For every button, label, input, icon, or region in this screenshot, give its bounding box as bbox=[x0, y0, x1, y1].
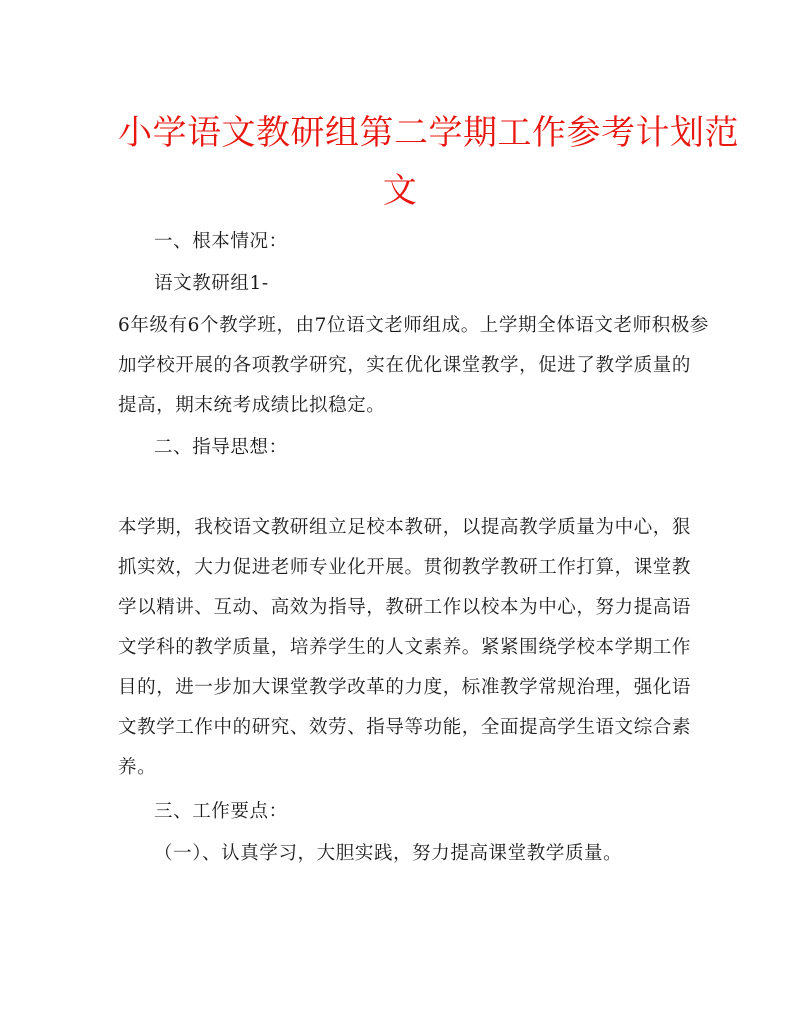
subsection-heading: （一）、认真学习，大胆实践，努力提高课堂教学质量。 bbox=[154, 843, 623, 864]
paragraph-line: 目的，进一步加大课堂教学改革的力度，标准教学常规治理，强化语 bbox=[118, 677, 692, 698]
document-title-line-1: 小学语文教研组第二学期工作参考计划范 bbox=[118, 113, 739, 153]
paragraph-line: 学以精讲、互动、高效为指导，教研工作以校本为中心，努力提高语 bbox=[118, 597, 692, 618]
section-heading-work-points: 三、工作要点： bbox=[154, 801, 288, 822]
paragraph-line: 养。 bbox=[118, 757, 157, 778]
document-title-line-2: 文 bbox=[382, 171, 418, 211]
section-heading-guiding-ideology: 二、指导思想： bbox=[154, 437, 288, 458]
paragraph-line: 6年级有6个教学班，由7位语文老师组成。上学期全体语文老师积极参 bbox=[118, 315, 710, 336]
paragraph-line: 提高，期末统考成绩比拟稳定。 bbox=[118, 395, 386, 416]
document-title bbox=[118, 104, 739, 220]
paragraph-line: 文学科的教学质量，培养学生的人文素养。紧紧围绕学校本学期工作 bbox=[118, 637, 692, 658]
paragraph-line: 加学校开展的各项教学研究，实在优化课堂教学，促进了教学质量的 bbox=[118, 355, 692, 376]
paragraph-line: 本学期，我校语文教研组立足校本教研，以提高教学质量为中心，狠 bbox=[118, 517, 692, 538]
paragraph-line: 语文教研组1- bbox=[154, 273, 269, 294]
paragraph-line: 文教学工作中的研究、效劳、指导等功能，全面提高学生语文综合素 bbox=[118, 717, 692, 738]
paragraph-line: 抓实效，大力促进老师专业化开展。贯彻教学教研工作打算，课堂教 bbox=[118, 557, 692, 578]
section-heading-basic-situation: 一、根本情况： bbox=[154, 231, 288, 252]
